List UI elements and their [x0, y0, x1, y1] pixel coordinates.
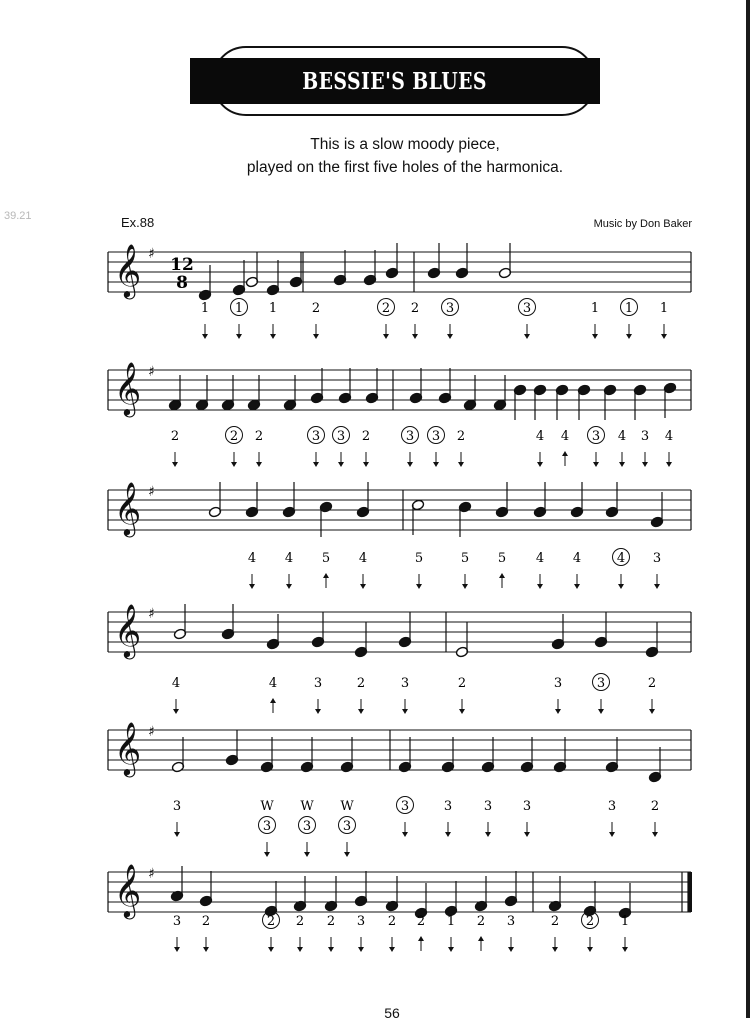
key-signature-sharp-icon: ♯ [148, 724, 155, 740]
piece-title: BESSIE'S BLUES [302, 67, 488, 95]
arrow-down-icon [485, 832, 491, 837]
harmonica-tab [402, 427, 419, 468]
harmonica-tab [561, 429, 569, 466]
tab-hole-number: 4 [535, 429, 545, 444]
arrow-down-icon [407, 462, 413, 467]
tab-hole-number: 3 [506, 914, 516, 929]
arrow-down-icon [661, 334, 667, 339]
arrow-down-icon [524, 334, 530, 339]
arrow-down-icon [174, 947, 180, 952]
harmonica-tab [171, 429, 179, 467]
tab-hole-number: 4 [358, 551, 368, 566]
harmonica-tab [582, 912, 599, 953]
tab-hole-number: 4 [572, 551, 582, 566]
tab-hole-number: 3 [553, 676, 563, 691]
arrow-down-icon [203, 947, 209, 952]
tab-hole-number: 3 [591, 429, 601, 444]
tab-bend-mark: W [340, 799, 354, 814]
arrow-down-icon [619, 462, 625, 467]
tab-hole-number: 3 [172, 914, 182, 929]
arrow-down-icon [642, 462, 648, 467]
arrow-down-icon [402, 709, 408, 714]
music-system [108, 361, 691, 467]
harmonica-tab [401, 676, 409, 714]
harmonica-tab [536, 429, 544, 467]
arrow-down-icon [537, 584, 543, 589]
tab-hole-number: 5 [321, 551, 331, 566]
tab-hole-number: 1 [624, 301, 634, 316]
tab-hole-number: 3 [400, 799, 410, 814]
arrow-down-icon [202, 334, 208, 339]
tab-hole-number: 5 [497, 551, 507, 566]
arrow-down-icon [313, 462, 319, 467]
tab-hole-number: 4 [171, 676, 181, 691]
tab-hole-number: 2 [229, 429, 239, 444]
harmonica-tab [173, 799, 181, 837]
harmonica-tab [312, 301, 320, 339]
arrow-down-icon [537, 462, 543, 467]
treble-clef-icon: 𝄞 [114, 721, 142, 775]
tab-hole-number: 3 [640, 429, 650, 444]
arrow-down-icon [338, 462, 344, 467]
harmonica-tab [417, 914, 425, 951]
arrow-down-icon [433, 462, 439, 467]
harmonica-tab [523, 799, 531, 837]
intro-line-2: played on the first five holes of the harmonica. [246, 159, 564, 176]
harmonica-tab [573, 551, 581, 589]
tab-hole-number: 3 [311, 429, 321, 444]
treble-clef-icon: 𝄞 [114, 863, 142, 917]
tab-hole-number: 2 [476, 914, 486, 929]
tab-hole-number: 2 [456, 429, 466, 444]
harmonica-tab [519, 299, 536, 340]
harmonica-tab [498, 551, 506, 588]
tab-hole-number: 1 [590, 301, 600, 316]
harmonica-tab [415, 551, 423, 589]
harmonica-tab [269, 676, 277, 713]
tab-hole-number: 3 [522, 799, 532, 814]
tab-hole-number: 3 [443, 799, 453, 814]
tab-hole-number: 2 [266, 914, 276, 929]
harmonica-tab [263, 912, 280, 953]
harmonica-tab [299, 799, 316, 857]
arrow-up-icon [270, 698, 276, 703]
arrow-down-icon [328, 947, 334, 952]
arrow-down-icon [236, 334, 242, 339]
harmonica-tab [613, 549, 630, 590]
treble-clef-icon: 𝄞 [114, 603, 142, 657]
arrow-down-icon [618, 584, 624, 589]
tab-hole-number: 4 [247, 551, 257, 566]
tab-hole-number: 2 [356, 676, 366, 691]
harmonica-tab [397, 797, 414, 838]
harmonica-tab [665, 429, 673, 467]
tab-hole-number: 3 [336, 429, 346, 444]
treble-clef-icon: 𝄞 [114, 361, 142, 415]
pencil-note: 39.21 [4, 210, 32, 222]
tab-hole-number: 2 [410, 301, 420, 316]
harmonica-tab [269, 301, 277, 339]
music-system [108, 863, 692, 952]
harmonica-tab [442, 299, 459, 340]
key-signature-sharp-icon: ♯ [148, 364, 155, 380]
harmonica-tab [444, 799, 452, 837]
harmonica-tab [202, 914, 210, 952]
tab-hole-number: 2 [387, 914, 397, 929]
harmonica-tab [362, 429, 370, 467]
arrow-down-icon [459, 709, 465, 714]
key-signature-sharp-icon: ♯ [148, 866, 155, 882]
music-system [108, 243, 691, 339]
arrow-down-icon [297, 947, 303, 952]
final-bar-line [688, 872, 692, 912]
harmonica-tab [255, 429, 263, 467]
tab-hole-number: 4 [616, 551, 626, 566]
tab-hole-number: 3 [607, 799, 617, 814]
music-system [108, 721, 691, 857]
harmonica-tab [588, 427, 605, 468]
tab-hole-number: 2 [585, 914, 595, 929]
harmonica-tab [651, 799, 659, 837]
arrow-down-icon [313, 334, 319, 339]
composer-credit: Music by Don Baker [593, 218, 692, 230]
tab-hole-number: 4 [535, 551, 545, 566]
harmonica-tab [653, 551, 661, 589]
harmonica-tab [484, 799, 492, 837]
arrow-down-icon [587, 947, 593, 952]
key-signature-sharp-icon: ♯ [148, 484, 155, 500]
harmonica-tab [648, 676, 656, 714]
harmonica-tab [591, 301, 599, 339]
arrow-down-icon [315, 709, 321, 714]
harmonica-tab [428, 427, 445, 468]
harmonica-tab [226, 427, 243, 468]
tab-hole-number: 4 [617, 429, 627, 444]
harmonica-tab [641, 429, 649, 467]
tab-hole-number: 2 [326, 914, 336, 929]
arrow-down-icon [524, 832, 530, 837]
arrow-down-icon [270, 334, 276, 339]
arrow-down-icon [389, 947, 395, 952]
harmonica-tab [551, 914, 559, 952]
harmonica-tab [447, 914, 455, 952]
arrow-up-icon [499, 573, 505, 578]
tab-hole-number: 2 [361, 429, 371, 444]
key-signature-sharp-icon: ♯ [148, 246, 155, 262]
tab-hole-number: 1 [268, 301, 278, 316]
arrow-down-icon [609, 832, 615, 837]
arrow-down-icon [462, 584, 468, 589]
arrow-down-icon [445, 832, 451, 837]
harmonica-tab [285, 551, 293, 589]
harmonica-tab [248, 551, 256, 589]
arrow-down-icon [304, 852, 310, 857]
arrow-down-icon [622, 947, 628, 952]
harmonica-tab [608, 799, 616, 837]
harmonica-tab [554, 676, 562, 714]
harmonica-tab [536, 551, 544, 589]
tab-hole-number: 2 [381, 301, 391, 316]
tab-hole-number: 2 [647, 676, 657, 691]
harmonica-tab [660, 301, 668, 339]
tab-hole-number: 2 [311, 301, 321, 316]
tab-hole-number: 4 [268, 676, 278, 691]
tab-hole-number: 3 [596, 676, 606, 691]
arrow-down-icon [649, 709, 655, 714]
harmonica-tab [339, 799, 356, 857]
arrow-down-icon [448, 947, 454, 952]
tab-hole-number: 3 [262, 819, 272, 834]
harmonica-tab [296, 914, 304, 952]
harmonica-tab [457, 429, 465, 467]
tab-hole-number: 3 [483, 799, 493, 814]
harmonica-tab [308, 427, 325, 468]
tab-hole-number: 2 [295, 914, 305, 929]
arrow-down-icon [666, 462, 672, 467]
harmonica-tab [621, 299, 638, 340]
music-system [108, 481, 691, 589]
harmonica-tab [357, 914, 365, 952]
arrow-down-icon [172, 462, 178, 467]
harmonica-tab [327, 914, 335, 952]
arrow-down-icon [508, 947, 514, 952]
music-system [108, 603, 691, 714]
arrow-down-icon [358, 709, 364, 714]
intro-line-1: This is a slow moody piece, [310, 136, 500, 153]
harmonica-tab [172, 676, 180, 714]
tab-hole-number: 2 [201, 914, 211, 929]
arrow-down-icon [654, 584, 660, 589]
tab-hole-number: 3 [431, 429, 441, 444]
harmonica-tab [201, 301, 209, 339]
tab-hole-number: 3 [172, 799, 182, 814]
time-signature-numerator: 12 [170, 255, 194, 275]
arrow-down-icon [626, 334, 632, 339]
arrow-down-icon [256, 462, 262, 467]
harmonica-tab [314, 676, 322, 714]
tab-hole-number: 1 [620, 914, 630, 929]
arrow-down-icon [402, 832, 408, 837]
tab-hole-number: 3 [342, 819, 352, 834]
tab-hole-number: 1 [200, 301, 210, 316]
harmonica-tab [173, 914, 181, 952]
arrow-up-icon [478, 936, 484, 941]
harmonica-tab [411, 301, 419, 339]
arrow-down-icon [447, 334, 453, 339]
arrow-down-icon [574, 584, 580, 589]
arrow-down-icon [358, 947, 364, 952]
tab-hole-number: 2 [416, 914, 426, 929]
arrow-down-icon [344, 852, 350, 857]
tab-hole-number: 4 [664, 429, 674, 444]
arrow-down-icon [598, 709, 604, 714]
arrow-down-icon [555, 709, 561, 714]
harmonica-tab [259, 799, 276, 857]
tab-hole-number: 1 [446, 914, 456, 929]
arrow-down-icon [652, 832, 658, 837]
arrow-down-icon [383, 334, 389, 339]
tab-hole-number: 1 [234, 301, 244, 316]
harmonica-tab [458, 676, 466, 714]
harmonica-tab [359, 551, 367, 589]
tab-hole-number: 3 [405, 429, 415, 444]
tab-hole-number: 4 [284, 551, 294, 566]
arrow-down-icon [174, 832, 180, 837]
treble-clef-icon: 𝄞 [114, 243, 142, 297]
tab-hole-number: 3 [522, 301, 532, 316]
harmonica-tab [322, 551, 330, 588]
arrow-up-icon [562, 451, 568, 456]
tab-hole-number: 2 [254, 429, 264, 444]
tab-hole-number: 2 [457, 676, 467, 691]
arrow-down-icon [249, 584, 255, 589]
arrow-down-icon [231, 462, 237, 467]
key-signature-sharp-icon: ♯ [148, 606, 155, 622]
harmonica-tab [378, 299, 395, 340]
harmonica-tab [618, 429, 626, 467]
arrow-down-icon [458, 462, 464, 467]
tab-bend-mark: W [260, 799, 274, 814]
harmonica-tab [357, 676, 365, 714]
harmonica-tab [333, 427, 350, 468]
harmonica-tab [231, 299, 248, 340]
harmonica-tab [477, 914, 485, 951]
arrow-down-icon [593, 462, 599, 467]
tab-bend-mark: W [300, 799, 314, 814]
example-label: Ex.88 [121, 215, 155, 230]
harmonica-tab [507, 914, 515, 952]
harmonica-tab [388, 914, 396, 952]
tab-hole-number: 2 [170, 429, 180, 444]
arrow-down-icon [286, 584, 292, 589]
time-signature-denominator: 8 [176, 273, 188, 293]
tab-hole-number: 5 [460, 551, 470, 566]
tab-hole-number: 3 [400, 676, 410, 691]
arrow-down-icon [592, 334, 598, 339]
tab-hole-number: 5 [414, 551, 424, 566]
arrow-down-icon [264, 852, 270, 857]
arrow-down-icon [173, 709, 179, 714]
arrow-down-icon [412, 334, 418, 339]
page-number: 56 [384, 1005, 400, 1021]
arrow-down-icon [363, 462, 369, 467]
arrow-up-icon [418, 936, 424, 941]
harmonica-tab [461, 551, 469, 589]
tab-hole-number: 1 [659, 301, 669, 316]
tab-hole-number: 3 [652, 551, 662, 566]
tab-hole-number: 3 [313, 676, 323, 691]
tab-hole-number: 2 [550, 914, 560, 929]
arrow-down-icon [552, 947, 558, 952]
harmonica-tab [621, 914, 629, 952]
tab-hole-number: 4 [560, 429, 570, 444]
arrow-up-icon [323, 573, 329, 578]
tab-hole-number: 3 [356, 914, 366, 929]
treble-clef-icon: 𝄞 [114, 481, 142, 535]
arrow-down-icon [360, 584, 366, 589]
arrow-down-icon [268, 947, 274, 952]
harmonica-tab [593, 674, 610, 715]
tab-hole-number: 2 [650, 799, 660, 814]
arrow-down-icon [416, 584, 422, 589]
tab-hole-number: 3 [445, 301, 455, 316]
tab-hole-number: 3 [302, 819, 312, 834]
